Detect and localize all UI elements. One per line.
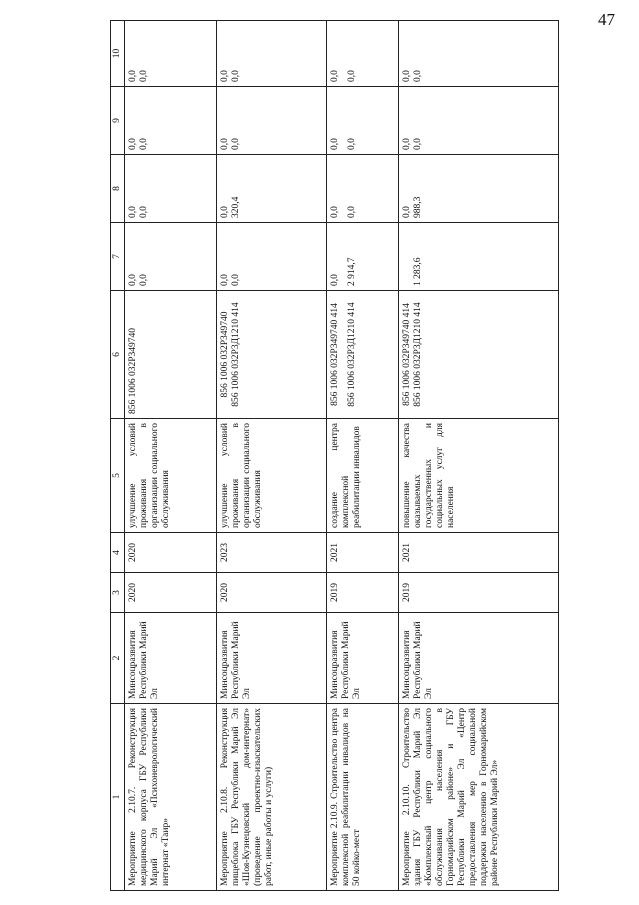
- budget-table: [110, 20, 559, 891]
- expected-result: повышение качества оказываемых государственных и социальных услуг для населения: [399, 419, 559, 533]
- amount-value: 0,0: [128, 206, 138, 218]
- amount-value: 0,0: [231, 70, 241, 82]
- amount-value: 0,0: [220, 138, 230, 150]
- col-header-7: 7: [111, 223, 125, 291]
- executor: Минсоцразвития Республики Марий Эл: [125, 613, 217, 704]
- col-header-5: 5: [111, 419, 125, 533]
- budget-code: [327, 291, 399, 419]
- amount-value: 0,0: [220, 206, 230, 218]
- amount-col-7: [399, 223, 559, 291]
- table-row: [399, 21, 559, 891]
- executor: Минсоцразвития Республики Марий Эл: [217, 613, 327, 704]
- col-header-10: 10: [111, 21, 125, 87]
- budget-code: [217, 291, 327, 419]
- activity-name: Мероприятие 2.10.7. Реконструкция медицинского корпуса ГБУ Республики Марий Эл «Психоневрологический интернат «Таир»: [125, 704, 217, 891]
- executor: Минсоцразвития Республики Марий Эл: [399, 613, 559, 704]
- column-number-row: [111, 21, 125, 891]
- amount-value: 0,0: [413, 138, 423, 150]
- amount-value: 0,0: [128, 138, 138, 150]
- amount-value: 0,0: [347, 70, 357, 82]
- amount-value: 0,0: [231, 138, 241, 150]
- amount-value: 0,0: [231, 274, 241, 286]
- amount-value: 0,0: [402, 138, 412, 150]
- activity-name: Мероприятие 2.10.9. Строительство центра комплексной реабилитации инвалидов на 50 койко-мест: [327, 704, 399, 891]
- amount-col-9: [399, 87, 559, 155]
- col-header-6: 6: [111, 291, 125, 419]
- col-header-2: 2: [111, 613, 125, 704]
- budget-code-line: 856 1006 032P3Д1210 414: [347, 302, 357, 407]
- amount-value: 0,0: [413, 70, 423, 82]
- start-year: 2020: [125, 573, 217, 613]
- amount-value: 0,0: [330, 70, 340, 82]
- amount-col-7: [327, 223, 399, 291]
- amount-col-10: [399, 21, 559, 87]
- amount-value: 320,4: [231, 196, 241, 218]
- rotated-table-container: [110, 21, 610, 891]
- amount-col-9: [217, 87, 327, 155]
- amount-col-7: [125, 223, 217, 291]
- table-row: [327, 21, 399, 891]
- amount-col-7: [217, 223, 327, 291]
- amount-value: 0,0: [347, 206, 357, 218]
- amount-value: 0,0: [330, 274, 340, 286]
- amount-col-8: [217, 155, 327, 223]
- amount-value: 2 914,7: [347, 257, 357, 286]
- page-number: 47: [598, 10, 615, 29]
- expected-result: создание центра комплексной реабилитации инвалидов: [327, 419, 399, 533]
- table-row: [125, 21, 217, 891]
- expected-result: улучшение условий проживания в организации социального обслуживания: [217, 419, 327, 533]
- amount-col-10: [217, 21, 327, 87]
- amount-col-8: [399, 155, 559, 223]
- table-row: [217, 21, 327, 891]
- amount-value: 0,0: [402, 70, 412, 82]
- budget-code-line: 856 1006 032P349740: [128, 327, 138, 414]
- start-year: 2019: [399, 573, 559, 613]
- amount-value: [402, 227, 413, 286]
- col-header-3: 3: [111, 573, 125, 613]
- col-header-8: 8: [111, 155, 125, 223]
- budget-code-line: 856 1006 032P3Д1210 414: [413, 302, 423, 407]
- amount-col-8: [125, 155, 217, 223]
- budget-code-line: 856 1006 032P3Д1210 414: [231, 302, 241, 407]
- activity-name: Мероприятие 2.10.10. Строительство здания ГБУ Республики Марий Эл «Комплексный центр социального обслуживания населения в Горномарийском районе» и ГБУ Республики Марий Эл «Центр предоставления мер социальной поддержки населению в Горномарийском районе Республики Марий Эл»: [399, 704, 559, 891]
- end-year: 2021: [399, 533, 559, 573]
- col-header-1: 1: [111, 704, 125, 891]
- amount-value: 988,3: [413, 196, 423, 218]
- budget-code-line: 856 1006 032P349740: [220, 311, 230, 398]
- amount-col-9: [327, 87, 399, 155]
- amount-value: 0,0: [139, 206, 149, 218]
- col-header-9: 9: [111, 87, 125, 155]
- budget-code-line: 856 1006 032P349740 414: [402, 303, 412, 406]
- end-year: 2023: [217, 533, 327, 573]
- amount-value: 0,0: [139, 138, 149, 150]
- start-year: 2019: [327, 573, 399, 613]
- budget-code-line: 856 1006 032P349740 414: [330, 303, 340, 406]
- amount-value: 0,0: [220, 70, 230, 82]
- expected-result: улучшение условий проживания в организации социального обслуживания: [125, 419, 217, 533]
- amount-col-8: [327, 155, 399, 223]
- amount-col-10: [327, 21, 399, 87]
- end-year: 2020: [125, 533, 217, 573]
- amount-col-10: [125, 21, 217, 87]
- amount-value: 0,0: [128, 274, 138, 286]
- activity-name: Мероприятие 2.10.8. Реконструкция пищеблока ГБУ Республики Марий Эл «Шоя-Кузнецовский дом-интернат» (проведение проектно-изыскательских работ, иные работы и услуги): [217, 704, 327, 891]
- amount-value: 1 283,6: [413, 257, 423, 286]
- amount-value: 0,0: [330, 206, 340, 218]
- amount-value: 0,0: [347, 138, 357, 150]
- executor: Минсоцразвития Республики Марий Эл: [327, 613, 399, 704]
- budget-code: [399, 291, 559, 419]
- amount-value: 0,0: [139, 70, 149, 82]
- amount-col-9: [125, 87, 217, 155]
- amount-value: 0,0: [220, 274, 230, 286]
- budget-code: [125, 291, 217, 419]
- amount-value: 0,0: [139, 274, 149, 286]
- amount-value: 0,0: [128, 70, 138, 82]
- amount-value: 0,0: [402, 206, 412, 218]
- end-year: 2021: [327, 533, 399, 573]
- amount-value: 0,0: [330, 138, 340, 150]
- start-year: 2020: [217, 573, 327, 613]
- col-header-4: 4: [111, 533, 125, 573]
